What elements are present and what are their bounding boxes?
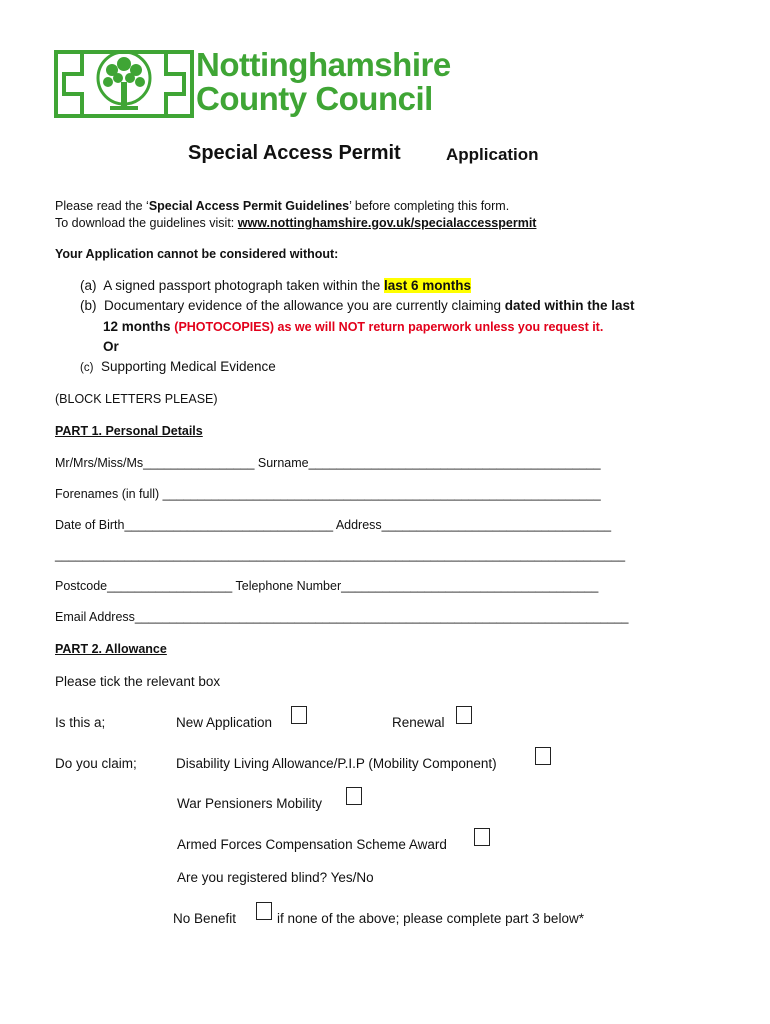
registered-blind-question: Are you registered blind? Yes/No: [177, 870, 374, 885]
postcode-telephone-field[interactable]: Postcode__________________ Telephone Number_____________________________________: [55, 579, 599, 593]
guidelines-link[interactable]: www.nottinghamshire.gov.uk/specialaccesspermit: [237, 216, 537, 230]
intro-line-2: To download the guidelines visit: www.nottinghamshire.gov.uk/specialaccesspermit: [55, 216, 537, 230]
tree-emblem-icon: [54, 44, 194, 120]
no-benefit-label: No Benefit: [173, 911, 237, 926]
dla-pip-checkbox[interactable]: [535, 747, 551, 765]
no-benefit-checkbox[interactable]: [256, 902, 272, 920]
renewal-checkbox[interactable]: [456, 706, 472, 724]
do-you-claim-label: Do you claim;: [55, 756, 137, 771]
logo-line1: Nottinghamshire: [196, 46, 451, 83]
requirement-b: (b) Documentary evidence of the allowance you are currently claiming dated within the last: [80, 298, 635, 313]
forenames-field[interactable]: Forenames (in full) _______________________________________________________________: [55, 487, 601, 501]
block-letters-note: (BLOCK LETTERS PLEASE): [55, 392, 218, 406]
email-field[interactable]: Email Address_______________________________________________________________________: [55, 610, 629, 624]
armed-forces-label: Armed Forces Compensation Scheme Award: [177, 837, 447, 852]
address-cont-field[interactable]: __________________________________________________________________________________: [55, 548, 626, 562]
renewal-label: Renewal: [392, 715, 445, 730]
council-logo: [54, 44, 554, 124]
dla-pip-label: Disability Living Allowance/P.I.P (Mobility Component): [176, 756, 497, 771]
part2-heading: PART 2. Allowance: [55, 642, 167, 656]
tick-instruction: Please tick the relevant box: [55, 674, 221, 689]
new-application-label: New Application: [176, 715, 273, 730]
title-surname-field[interactable]: Mr/Mrs/Miss/Ms________________ Surname__________________________________________: [55, 456, 601, 470]
part1-heading: PART 1. Personal Details: [55, 424, 203, 438]
new-application-checkbox[interactable]: [291, 706, 307, 724]
logo-line2: County Council: [196, 80, 433, 117]
highlight-last-6-months: last 6 months: [383, 278, 471, 293]
requirement-c: (c) Supporting Medical Evidence: [80, 359, 276, 374]
intro-line-1: Please read the ‘Special Access Permit Guidelines’ before completing this form.: [55, 199, 510, 213]
is-this-label: Is this a;: [55, 715, 106, 730]
war-pensioners-checkbox[interactable]: [346, 787, 362, 805]
no-benefit-note: if none of the above; please complete part 3 below*: [277, 911, 584, 926]
photocopies-warning: (PHOTOCOPIES) as we will NOT return paperwork unless you request it.: [174, 320, 604, 334]
dob-address-field[interactable]: Date of Birth______________________________ Address_________________________________: [55, 518, 612, 532]
war-pensioners-label: War Pensioners Mobility: [177, 796, 323, 811]
requirement-or: Or: [103, 339, 119, 354]
requirements-heading: Your Application cannot be considered without:: [55, 247, 339, 261]
requirement-a: (a) A signed passport photograph taken within the last 6 months: [80, 278, 471, 293]
page-title: Special Access Permit: [188, 142, 401, 164]
guidelines-name: Special Access Permit Guidelines: [148, 199, 350, 213]
page-subtitle: Application: [446, 145, 539, 164]
requirement-b-cont: 12 months (PHOTOCOPIES) as we will NOT return paperwork unless you request it.: [103, 319, 604, 334]
armed-forces-checkbox[interactable]: [474, 828, 490, 846]
